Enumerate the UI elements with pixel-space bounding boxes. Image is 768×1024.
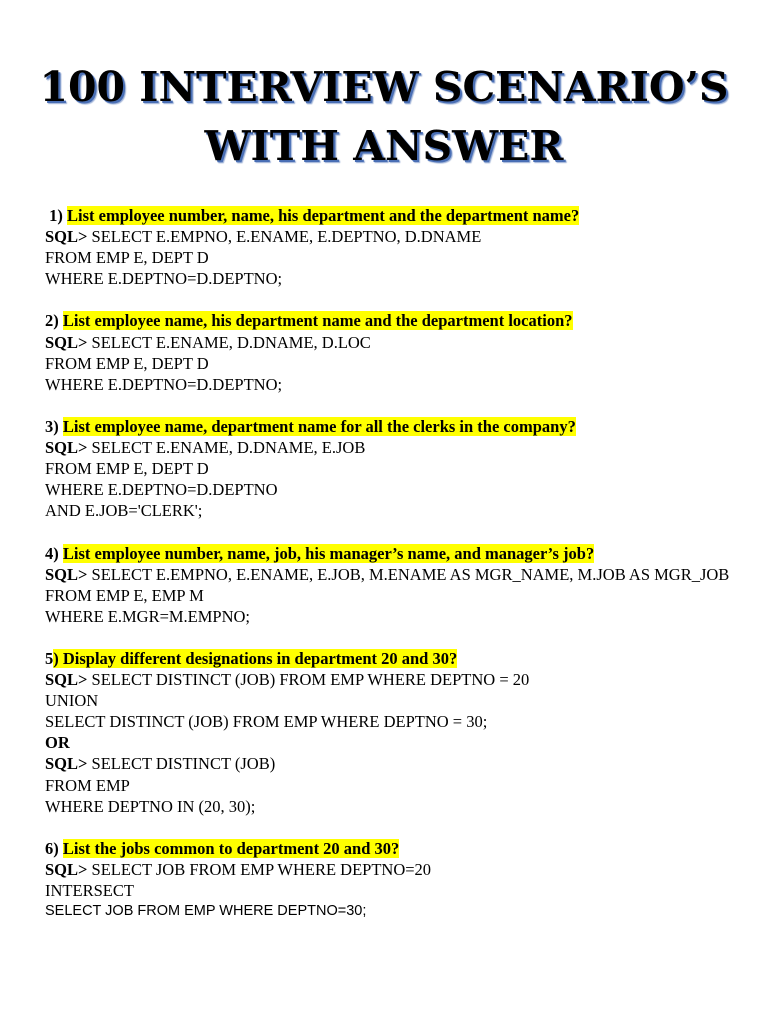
page-title bbox=[0, 58, 768, 176]
sql-line: WHERE DEPTNO IN (20, 30); bbox=[45, 796, 256, 816]
sql-statement: SELECT E.EMPNO, E.ENAME, E.DEPTNO, D.DNAME bbox=[87, 227, 482, 247]
question-4 bbox=[45, 543, 745, 627]
sql-statement: SELECT JOB FROM EMP WHERE DEPTNO=20 bbox=[87, 859, 432, 879]
sql-label: SQL> bbox=[45, 670, 88, 690]
question-number: 1) bbox=[49, 206, 63, 225]
question-number: 6) bbox=[45, 838, 59, 858]
question-text: List employee name, his department name and the department location? bbox=[62, 311, 573, 331]
question-text: ) Display different designations in department 20 and 30? bbox=[53, 648, 458, 668]
question-5 bbox=[45, 648, 745, 817]
question-1 bbox=[45, 205, 745, 289]
sql-line: WHERE E.DEPTNO=D.DEPTNO; bbox=[45, 269, 283, 289]
sql-statement: SELECT E.EMPNO, E.ENAME, E.JOB, M.ENAME AS MGR_NAME, M.JOB AS MGR_JOB bbox=[87, 564, 730, 584]
sql-line: AND E.JOB='CLERK'; bbox=[45, 501, 203, 521]
question-list bbox=[45, 205, 745, 943]
sql-line: WHERE E.MGR=M.EMPNO; bbox=[45, 606, 251, 626]
sql-line: SELECT DISTINCT (JOB) FROM EMP WHERE DEPTNO = 30; bbox=[45, 712, 488, 732]
question-text: List the jobs common to department 20 and 30? bbox=[62, 838, 400, 858]
sql-line: INTERSECT bbox=[45, 881, 134, 900]
sql-label: SQL> bbox=[45, 227, 88, 247]
question-2 bbox=[45, 310, 745, 394]
question-3 bbox=[45, 416, 745, 521]
sql-statement: SELECT E.ENAME, D.DNAME, E.JOB bbox=[87, 438, 366, 458]
sql-line: FROM EMP E, DEPT D bbox=[45, 248, 209, 268]
sql-line: FROM EMP E, EMP M bbox=[45, 585, 204, 605]
sql-label: SQL> bbox=[45, 438, 88, 458]
sql-line: FROM EMP bbox=[45, 775, 130, 795]
sql-label: SQL> bbox=[45, 859, 88, 879]
title-line-2: WITH ANSWER bbox=[204, 122, 564, 170]
sql-statement: SELECT DISTINCT (JOB) FROM EMP WHERE DEPTNO = 20 bbox=[87, 670, 530, 690]
sql-label: SQL> bbox=[45, 564, 88, 584]
sql-statement: SELECT E.ENAME, D.DNAME, D.LOC bbox=[87, 332, 371, 352]
sql-line: UNION bbox=[45, 691, 99, 711]
or-label: OR bbox=[45, 733, 70, 753]
question-number: 4) bbox=[45, 543, 59, 563]
sql-statement: SELECT DISTINCT (JOB) bbox=[87, 754, 276, 774]
question-number: 5 bbox=[45, 648, 54, 668]
sql-label: SQL> bbox=[45, 754, 88, 774]
question-text: List employee name, department name for all the clerks in the company? bbox=[62, 416, 576, 436]
sql-line: FROM EMP E, DEPT D bbox=[45, 353, 209, 373]
sql-label: SQL> bbox=[45, 332, 88, 352]
sql-line: WHERE E.DEPTNO=D.DEPTNO bbox=[45, 480, 278, 500]
question-6 bbox=[45, 838, 745, 922]
question-text: List employee number, name, job, his manager’s name, and manager’s job? bbox=[62, 543, 595, 563]
question-number: 3) bbox=[45, 416, 59, 436]
title-line-1: 100 INTERVIEW SCENARIO’S bbox=[39, 63, 729, 111]
question-number: 2) bbox=[45, 311, 59, 331]
question-text: List employee number, name, his department and the department name? bbox=[67, 206, 580, 225]
sql-line: SELECT JOB FROM EMP WHERE DEPTNO=30; bbox=[45, 903, 367, 920]
sql-line: FROM EMP E, DEPT D bbox=[45, 459, 209, 479]
sql-line: WHERE E.DEPTNO=D.DEPTNO; bbox=[45, 374, 283, 394]
